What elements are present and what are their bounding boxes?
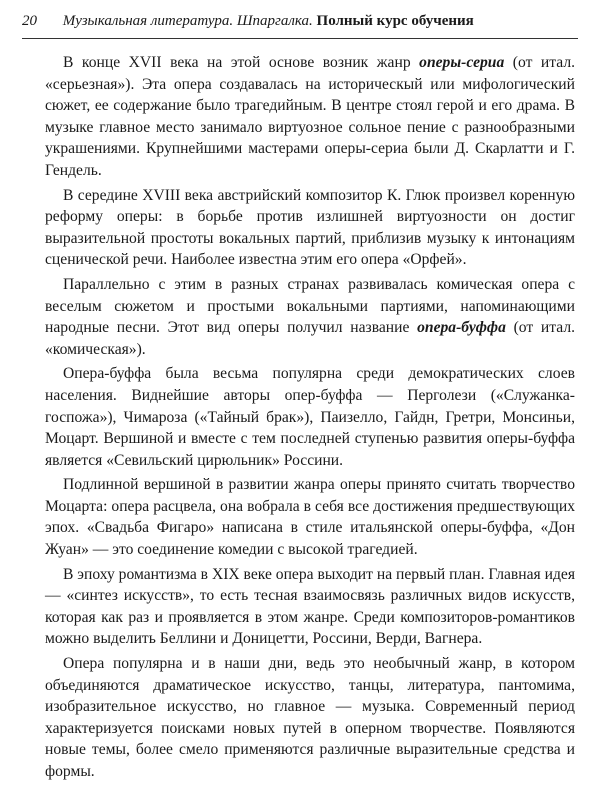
text-run: Опера-буффа была весьма популярна среди демократических слоев населения. Виднейшие авторы опер-буффа — Перголези («Служанка-госпожа»), Чимароза («Тайный брак»), Паизелло, Гайдн, Гретри, Монсиньи, Моцарт. Вершиной и вместе с тем последней ступенью развития оперы-буффа является «Севильский цирюльник» Россини. — [45, 365, 575, 469]
book-subtitle: Полный курс обучения — [316, 13, 474, 29]
text-run: — это соединение комедии с высокой трагедией. — [88, 541, 418, 559]
text-run: В конце XVII века на этой основе возник жанр — [63, 54, 420, 71]
paragraph — [45, 653, 575, 783]
paragraph — [45, 185, 575, 271]
page-number: 20 — [22, 13, 37, 29]
text-run: Параллельно с этим в разных странах развивалась комическая опера с веселым сюжетом и простыми вокальными партиями, напоминающими народные песни. Этот вид оперы получил название — [45, 275, 575, 337]
paragraph — [45, 274, 575, 360]
paragraph — [45, 564, 575, 650]
emphasized-term: реформу оперы — [45, 208, 159, 226]
emphasized-term: «Свадьба Фигаро» — [86, 519, 215, 537]
emphasized-term: оперы-сериа — [419, 54, 505, 71]
emphasized-term: «Дон Жуан» — [45, 519, 576, 559]
text-run: В середине XVIII века австрийский композитор — [63, 186, 387, 204]
text-run: : в борьбе против излишней виртуозности он достиг выразительной простоты вокальных партий, приблизив музыку к интонациям сценической речи. Наиболее известна этим его опера «Орфей». — [45, 208, 575, 269]
emphasized-term: К. Глюк — [386, 186, 441, 204]
text-run: В эпоху романтизма в XIX веке опера выходит на первый план. Главная идея — «синтез искусств», то есть тесная взаимосвязь различных видов искусств, которая как раз и проявляется в этом жанре. Среди композиторов-романтиков можно выделить Беллини и Доницетти, Россини, Верди, Вагнера. — [45, 565, 575, 648]
paragraph — [45, 474, 575, 560]
text-run: написана в стиле итальянской оперы-буффа, — [214, 519, 541, 537]
text-run: Подлинной вершиной в развитии жанра оперы принято считать творчество — [63, 476, 575, 494]
running-header — [22, 4, 578, 38]
header-rule — [22, 38, 578, 39]
text-run: (от итал. «комическая»). — [45, 319, 575, 358]
text-run: произвел коренную — [440, 186, 575, 204]
emphasized-term: опера-буффа — [417, 319, 506, 337]
body-text — [45, 52, 575, 786]
text-run: Опера популярна и в наши дни, ведь это необычный жанр, в котором объединяются драматическое искусство, танцы, литература, пантомима, изобразительное искусство, но главное — музыка. Современный период характеризуется поисками новых путей в оперном творчестве. Появляются новые темы, более смело применяются различные выразительные средства и формы. — [45, 655, 575, 780]
book-title: Музыкальная литература. Шпаргалка. — [62, 13, 313, 29]
paragraph — [45, 52, 575, 182]
paragraph — [45, 363, 575, 471]
text-run: (от итал. «серьезная»). Эта опера создавалась на историческый или мифологический сюжет, ее содержание было трагедийным. В центре стоял герой и его драма. В музыке главное место занимало виртуозное сольное пение с разнообразными украшениями. Крупнейшими мастерами оперы-сериа были Д. Скарлатти и Г. Гендель. — [45, 54, 576, 179]
emphasized-term: Моцарта — [45, 497, 104, 515]
text-run: : опера расцвела, она вобрала в себя все достижения предшествующих эпох. — [45, 497, 575, 537]
